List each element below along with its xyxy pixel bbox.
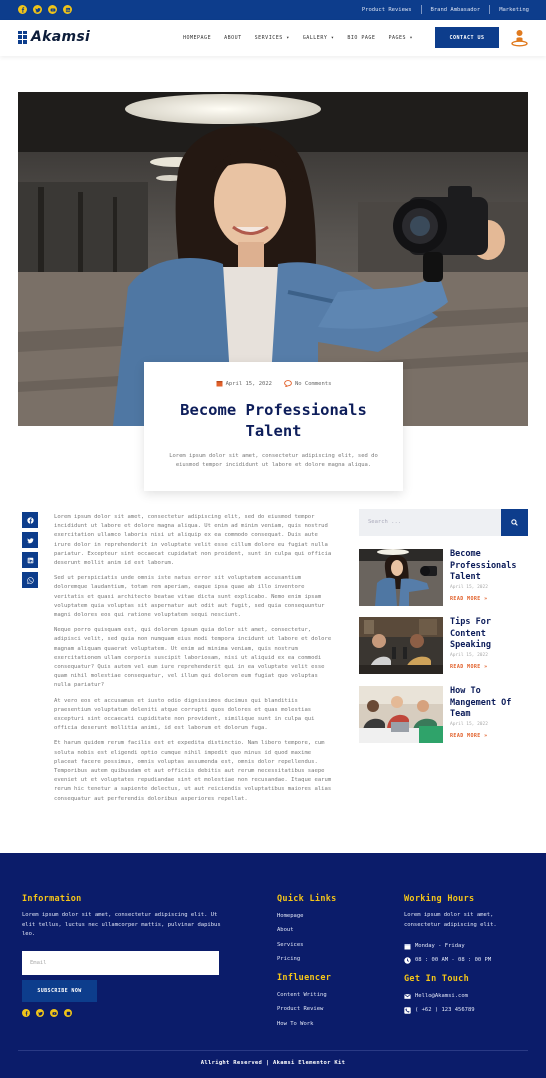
footer-link-content-writing[interactable]: Content Writing <box>277 992 327 998</box>
recent-post[interactable] <box>359 617 528 674</box>
footer-quick-links-title: Quick Links <box>277 894 337 904</box>
twitter-icon[interactable] <box>33 5 42 14</box>
article-paragraph: At vero eos et accusamus et iusto odio dignissimos ducimus qui blanditiis praesentium voluptatum deleniti atque corrupti quos dolores et quas molestias excepturi sint occaecati cupiditate non provident, similique sunt in culpa qui officia deserunt mollitia animi, id est laborum et dolorum fuga. <box>54 697 315 732</box>
photographer-thumbnail <box>359 549 443 606</box>
logo-mark-icon <box>18 31 27 44</box>
nav-bio-page[interactable]: BIO PAGE <box>347 35 376 41</box>
footer-link-homepage[interactable]: Homepage <box>277 913 304 919</box>
footer-hours-text: Lorem ipsum dolor sit amet, consectetur adipiscing elit. <box>404 912 497 928</box>
article-paragraph: Et harum quidem rerum facilis est et expedita distinctio. Nam libero tempore, cum soluta nobis est eligendi optio cumque nihil impedit quo minus id quod maxime placeat facere possimus, omnis voluptas assumenda est, omnis dolor repellendus. Temporibus autem quibusdam et aut officiis debitis aut rerum necessitatibus saepe eveniet ut et voluptates repudiandae sint et molestiae non recusandae. Itaque earum rerum hic tenetur a sapiente delectus, ut aut reiciendis voluptatibus maiores alias consequatur aut perferendis doloribus asperiores repellat. <box>54 740 332 802</box>
whatsapp-icon <box>27 577 34 584</box>
read-more-link[interactable]: READ MORE » <box>450 664 488 670</box>
post-comments-text: No Comments <box>294 380 332 387</box>
copyright-text: Allright Reserved | Akamsi Elementor Kit <box>200 1060 346 1066</box>
linkedin-icon[interactable] <box>64 1009 72 1017</box>
search-button[interactable] <box>501 509 528 536</box>
post-date-text: April 15, 2022 <box>225 380 272 387</box>
footer-link-how-to-work[interactable]: How To Work <box>277 1021 314 1027</box>
recent-post-date: April 15, 2022 <box>450 722 488 727</box>
footer-link-services[interactable]: Services <box>277 942 304 948</box>
read-more-link[interactable]: READ MORE » <box>450 596 488 602</box>
linkedin-icon[interactable] <box>63 5 72 14</box>
recent-post-title[interactable]: Become Professionals Talent <box>450 549 517 582</box>
post-thumbnail[interactable] <box>359 686 443 743</box>
youtube-icon[interactable] <box>50 1009 58 1017</box>
main-nav <box>183 35 426 41</box>
recent-post-date: April 15, 2022 <box>450 585 488 590</box>
post-thumbnail[interactable] <box>359 549 443 606</box>
contact-us-button[interactable]: CONTACT US <box>435 27 499 48</box>
footer-email-field[interactable] <box>22 951 219 975</box>
twitter-icon <box>27 537 34 544</box>
recent-post-date: April 15, 2022 <box>450 653 488 658</box>
footer-link-product-review[interactable]: Product Review <box>277 1006 324 1012</box>
recent-post-title[interactable]: Tips For Content Speaking <box>450 617 491 650</box>
footer-social-links <box>22 1009 72 1017</box>
nav-pages[interactable]: PAGES ▾ <box>388 35 414 41</box>
calendar-icon <box>404 943 411 950</box>
post-date <box>216 380 272 387</box>
search-input[interactable]: Search ... <box>368 519 402 525</box>
nav-about[interactable]: ABOUT <box>224 35 242 41</box>
share-twitter-button[interactable] <box>22 532 38 548</box>
post-meta <box>144 380 403 387</box>
subscribe-button[interactable]: SUBSCRIBE NOW <box>22 980 97 1002</box>
post-excerpt: Lorem ipsum dolor sit amet, consectetur adipiscing elit, sed do eiusmod tempor incididunt ut labore et dolore magna aliqua. <box>169 453 378 468</box>
twitter-icon[interactable] <box>36 1009 44 1017</box>
article-paragraph: Neque porro quisquam est, qui dolorem ipsum quia dolor sit amet, consectetur, adipisci velit, sed quia non numquam eius modi tempora incidunt ut labore et dolore magnam aliquam quaerat voluptatem. Ut enim ad minima veniam, quis nostrum exercitationem ullam corporis suscipit laboriosam, nisi ut aliquid ex ea commodi consequatur? Quis autem vel eum iure reprehenderit qui in ea voluptate velit esse quam nihil molestiae consequatur, vel illum qui dolorem eum fugiat quo voluptas nulla pariatur? <box>54 627 332 689</box>
site-header <box>0 20 546 56</box>
divider <box>489 5 490 14</box>
footer-info-text: Lorem ipsum dolor sit amet, consectetur adipiscing elit. Ut elit tellus, luctus nec ullamcorper mattis, pulvinar dapibus leo. <box>22 912 221 937</box>
mail-icon <box>404 993 411 1000</box>
top-link-product-reviews[interactable]: Product Reviews <box>361 6 412 13</box>
calendar-icon <box>216 380 223 387</box>
share-whatsapp-button[interactable] <box>22 572 38 588</box>
email-placeholder: Email <box>30 960 47 966</box>
phone-icon <box>404 1007 411 1014</box>
article-body <box>54 513 336 810</box>
share-linkedin-button[interactable] <box>22 552 38 568</box>
footer-divider <box>18 1050 528 1051</box>
footer-link-about[interactable]: About <box>277 927 294 933</box>
footer-hours: 08 : 00 AM - 08 : 00 PM <box>415 957 492 963</box>
facebook-icon[interactable] <box>22 1009 30 1017</box>
comment-icon <box>284 380 292 387</box>
search-icon <box>511 519 518 526</box>
divider <box>421 5 422 14</box>
article-paragraph: Sed ut perspiciatis unde omnis iste natus error sit voluptatem accusantium doloremque laudantium, totam rem aperiam, eaque ipsa quae ab illo inventore veritatis et quasi architecto beatae vitae dicta sunt explicabo. Nemo enim ipsam voluptatem quia voluptas sit aspernatur aut odit aut fugit, sed quia consequuntur magni dolores eos qui ratione voluptatem sequi nesciunt. <box>54 575 325 619</box>
clock-icon <box>404 957 411 964</box>
nav-homepage[interactable]: HOMEPAGE <box>183 35 212 41</box>
top-link-marketing[interactable]: Marketing <box>499 6 529 13</box>
footer-phone[interactable]: ( +62 ) 123 456789 <box>415 1007 475 1013</box>
linkedin-icon <box>27 557 34 564</box>
share-buttons <box>22 512 38 588</box>
share-facebook-button[interactable] <box>22 512 38 528</box>
footer-info-title: Information <box>22 894 82 904</box>
post-title: Become Professionals Talent <box>180 401 367 440</box>
user-account-icon[interactable] <box>511 29 528 47</box>
footer-hours-title: Working Hours <box>404 894 475 904</box>
recent-post[interactable] <box>359 686 528 743</box>
read-more-link[interactable]: READ MORE » <box>450 733 488 739</box>
top-bar <box>0 0 546 20</box>
footer-days: Monday - Friday <box>415 943 465 949</box>
footer-link-pricing[interactable]: Pricing <box>277 956 301 962</box>
post-comments[interactable] <box>284 380 331 387</box>
top-link-brand-ambasador[interactable]: Brand Ambasador <box>430 6 481 13</box>
facebook-icon <box>27 517 34 524</box>
recent-post[interactable] <box>359 549 528 606</box>
footer-contact-title: Get In Touch <box>404 974 470 984</box>
recent-post-title[interactable]: How To Mangement Of Team <box>450 686 512 719</box>
sidebar-search <box>359 509 528 536</box>
top-links <box>362 5 529 14</box>
youtube-icon[interactable] <box>48 5 57 14</box>
facebook-icon[interactable] <box>18 5 27 14</box>
site-footer <box>0 853 546 1078</box>
team-meeting-thumbnail <box>359 686 443 743</box>
nav-gallery[interactable]: GALLERY ▾ <box>302 35 335 41</box>
logo[interactable] <box>18 29 90 45</box>
footer-email[interactable]: Hello@Akamsi.com <box>415 993 468 999</box>
logo-text: Akamsi <box>31 29 91 45</box>
post-thumbnail[interactable] <box>359 617 443 674</box>
top-social-links <box>18 5 72 14</box>
footer-influencer-title: Influencer <box>277 973 332 983</box>
nav-services[interactable]: SERVICES ▾ <box>254 35 290 41</box>
hero-card <box>144 362 403 491</box>
article-paragraph: Lorem ipsum dolor sit amet, consectetur adipiscing elit, sed do eiusmod tempor incididunt ut labore et dolore magna aliqua. Ut enim ad minim veniam, quis nostrud exercitation ullamco laboris nisi ut aliquip ex ea commodo consequat. Duis aute irure dolor in reprehenderit in voluptate velit esse cillum dolore eu fugiat nulla pariatur. Excepteur sint occaecat cupidatat non proident, sunt in culpa qui officia deserunt mollit anim id est laborum. <box>54 514 332 567</box>
podcast-thumbnail <box>359 617 443 674</box>
